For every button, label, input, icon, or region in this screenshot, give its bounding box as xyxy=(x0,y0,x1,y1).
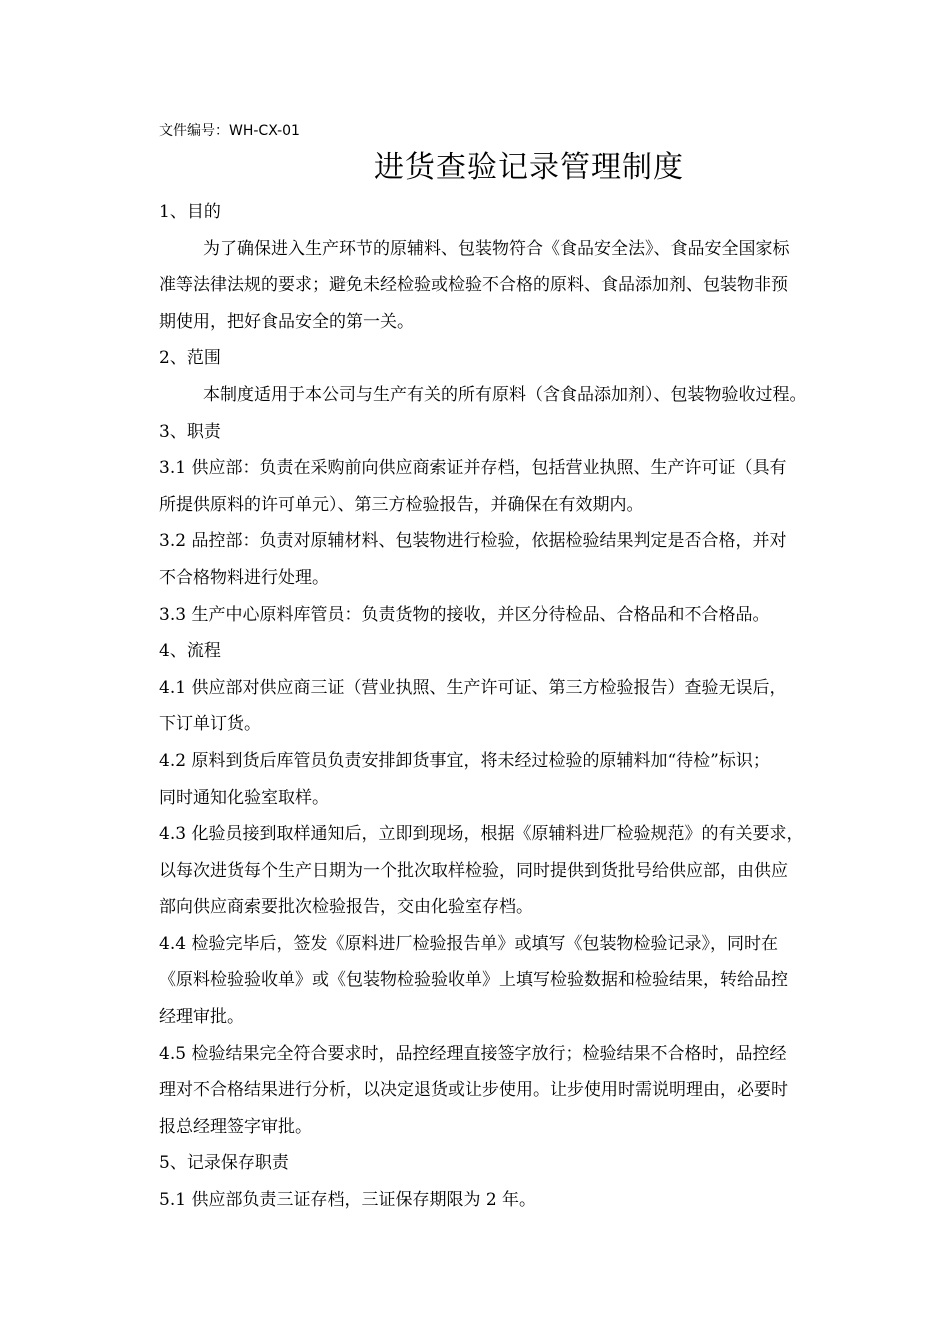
document-title: 进货查验记录管理制度 xyxy=(374,150,684,185)
paragraph-line: 报总经理签字审批。 xyxy=(159,1116,312,1137)
section-heading-records: 5、记录保存职责 xyxy=(159,1153,289,1174)
paragraph-line: 4.3 化验员接到取样通知后，立即到现场，根据《原辅料进厂检验规范》的有关要求， xyxy=(159,824,804,845)
paragraph-line: 4.5 检验结果完全符合要求时，品控经理直接签字放行；检验结果不合格时，品控经 xyxy=(159,1043,787,1064)
paragraph-line: 3.3 生产中心原料库管员：负责货物的接收，并区分待检品、合格品和不合格品。 xyxy=(159,604,770,625)
section-heading-scope: 2、范围 xyxy=(159,348,221,369)
paragraph-line: 期使用，把好食品安全的第一关。 xyxy=(159,311,414,332)
paragraph-line: 下订单订货。 xyxy=(159,714,261,735)
paragraph-line: 5.1 供应部负责三证存档，三证保存期限为 2 年。 xyxy=(159,1190,537,1211)
document-page xyxy=(159,118,899,1219)
paragraph-line: 以每次进货每个生产日期为一个批次取样检验，同时提供到货批号给供应部，由供应 xyxy=(159,860,788,881)
paragraph-line: 准等法律法规的要求；避免未经检验或检验不合格的原料、食品添加剂、包装物非预 xyxy=(159,275,788,296)
document-number: 文件编号：WH-CX-01 xyxy=(159,123,300,139)
paragraph-line: 理对不合格结果进行分析，以决定退货或让步使用。让步使用时需说明理由，必要时 xyxy=(159,1080,788,1101)
section-heading-responsibilities: 3、职责 xyxy=(159,421,221,442)
paragraph-line: 3.2 品控部：负责对原辅材料、包装物进行检验，依据检验结果判定是否合格，并对 xyxy=(159,531,787,552)
paragraph-line: 4.1 供应部对供应商三证（营业执照、生产许可证、第三方检验报告）查验无误后， xyxy=(159,677,787,698)
paragraph-line: 4.4 检验完毕后，签发《原料进厂检验报告单》或填写《包装物检验记录》，同时在 xyxy=(159,933,778,954)
paragraph-line: 4.2 原料到货后库管员负责安排卸货事宜，将未经过检验的原辅料加“待检”标识； xyxy=(159,750,770,771)
paragraph-line: 本制度适用于本公司与生产有关的所有原料（含食品添加剂）、包装物验收过程。 xyxy=(203,384,807,405)
paragraph-line: 《原料检验验收单》或《包装物检验验收单》上填写检验数据和检验结果，转给品控 xyxy=(159,970,788,991)
paragraph-line: 同时通知化验室取样。 xyxy=(159,787,329,808)
paragraph-line: 经理审批。 xyxy=(159,1007,244,1028)
paragraph-line: 所提供原料的许可单元）、第三方检验报告，并确保在有效期内。 xyxy=(159,494,644,515)
paragraph-line: 部向供应商索要批次检验报告，交由化验室存档。 xyxy=(159,897,533,918)
section-heading-process: 4、流程 xyxy=(159,641,221,662)
paragraph-line: 不合格物料进行处理。 xyxy=(159,567,329,588)
paragraph-line: 为了确保进入生产环节的原辅料、包装物符合《食品安全法》、食品安全国家标 xyxy=(203,238,790,259)
paragraph-line: 3.1 供应部：负责在采购前向供应商索证并存档，包括营业执照、生产许可证（具有 xyxy=(159,458,787,479)
section-heading-purpose: 1、目的 xyxy=(159,202,221,222)
